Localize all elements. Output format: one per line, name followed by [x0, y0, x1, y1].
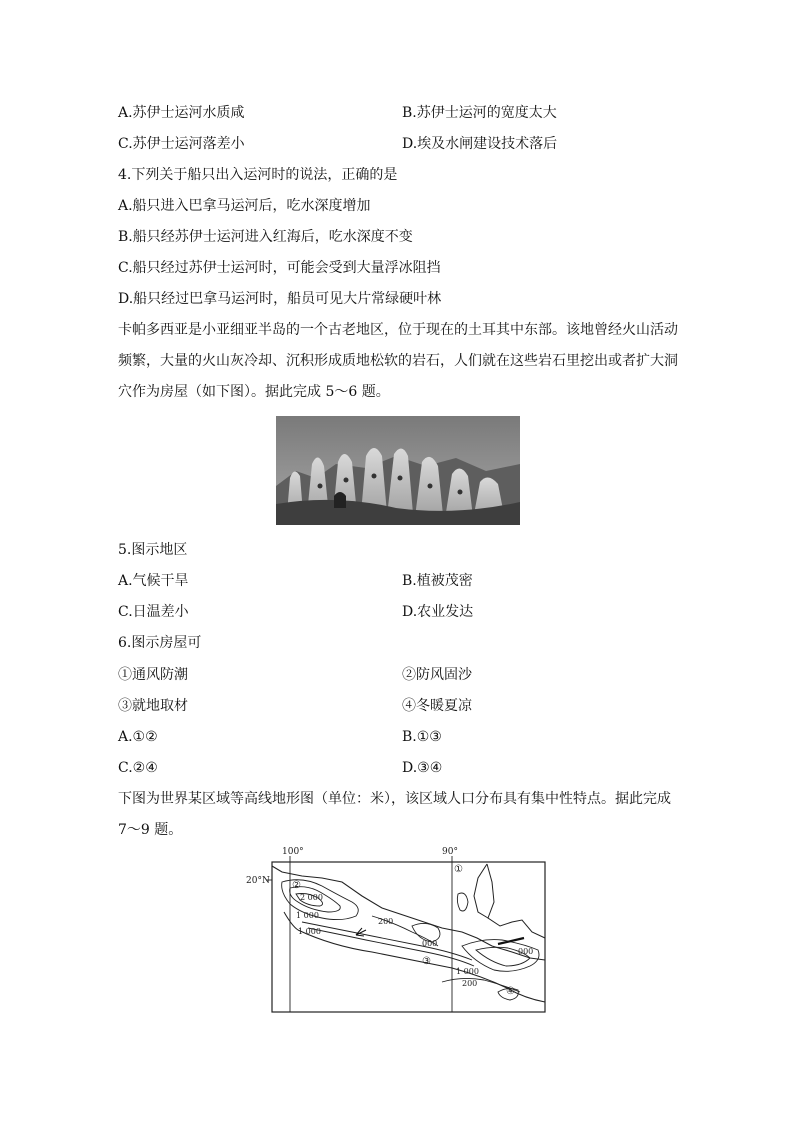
- q3-option-a: A.苏伊士运河水质咸: [118, 105, 245, 121]
- q6-option-c: C.②④: [118, 760, 158, 776]
- map-contour-1000a: 1 000: [296, 911, 319, 920]
- map-label-lat-20: 20°N: [246, 876, 270, 886]
- q5-option-b: B.植被茂密: [402, 573, 473, 589]
- map-contour-1000b: 1 000: [298, 927, 321, 936]
- passage-7-9-line2: 7～9 题。: [118, 822, 183, 838]
- passage-5-6-line1: 卡帕多西亚是小亚细亚半岛的一个古老地区，位于现在的土耳其中东部。该地曾经火山活动: [118, 322, 678, 338]
- q4-option-c: C.船只经过苏伊士运河时，可能会受到大量浮冰阻挡: [118, 260, 441, 276]
- map-point-3: ③: [422, 956, 431, 967]
- q6-option-d: D.③④: [402, 760, 443, 776]
- map-label-lon-90: 90°: [442, 847, 458, 857]
- q5-option-a: A.气候干旱: [118, 573, 189, 589]
- q3-option-c: C.苏伊士运河落差小: [118, 136, 245, 152]
- q6-statement-3: ③就地取材: [118, 698, 188, 714]
- map-contour-2000: 2 000: [300, 893, 323, 902]
- q6-option-a: A.①②: [118, 729, 158, 745]
- map-point-4: ④: [506, 986, 515, 997]
- q5-option-c: C.日温差小: [118, 604, 189, 620]
- cappadocia-photo: [276, 416, 520, 525]
- map-contour-000b: 000: [518, 947, 534, 956]
- q6-statement-1: ①通风防潮: [118, 667, 188, 683]
- q3-option-b: B.苏伊士运河的宽度太大: [402, 105, 557, 121]
- q6-statement-2: ②防风固沙: [402, 667, 472, 683]
- q6-stem: 6.图示房屋可: [118, 635, 202, 651]
- passage-5-6-line2: 频繁，大量的火山灰冷却、沉积形成质地松软的岩石，人们就在这些岩石里挖出或者扩大洞: [118, 353, 678, 369]
- map-contour-000: 000: [422, 939, 438, 948]
- map-point-2: ②: [292, 880, 301, 891]
- q4-stem: 4.下列关于船只出入运河时的说法，正确的是: [118, 167, 398, 183]
- q5-stem: 5.图示地区: [118, 542, 188, 558]
- contour-map: [246, 842, 554, 1014]
- q4-option-d: D.船只经过巴拿马运河时，船员可见大片常绿硬叶林: [118, 291, 442, 307]
- map-contour-200b: 200: [462, 979, 478, 988]
- q3-option-d: D.埃及水闸建设技术落后: [402, 136, 558, 152]
- map-contour-1000c: 1 000: [456, 967, 479, 976]
- map-point-1: ①: [454, 864, 463, 875]
- q4-option-b: B.船只经苏伊士运河进入红海后，吃水深度不变: [118, 229, 413, 245]
- q5-option-d: D.农业发达: [402, 604, 474, 620]
- q6-option-b: B.①③: [402, 729, 442, 745]
- q6-statement-4: ④冬暖夏凉: [402, 698, 472, 714]
- map-contour-200a: 200: [378, 917, 394, 926]
- passage-7-9-line1: 下图为世界某区域等高线地形图（单位：米），该区域人口分布具有集中性特点。据此完成: [118, 791, 671, 807]
- q4-option-a: A.船只进入巴拿马运河后，吃水深度增加: [118, 198, 371, 214]
- map-label-lon-100: 100°: [282, 847, 304, 857]
- passage-5-6-line3: 穴作为房屋（如下图）。据此完成 5～6 题。: [118, 384, 390, 400]
